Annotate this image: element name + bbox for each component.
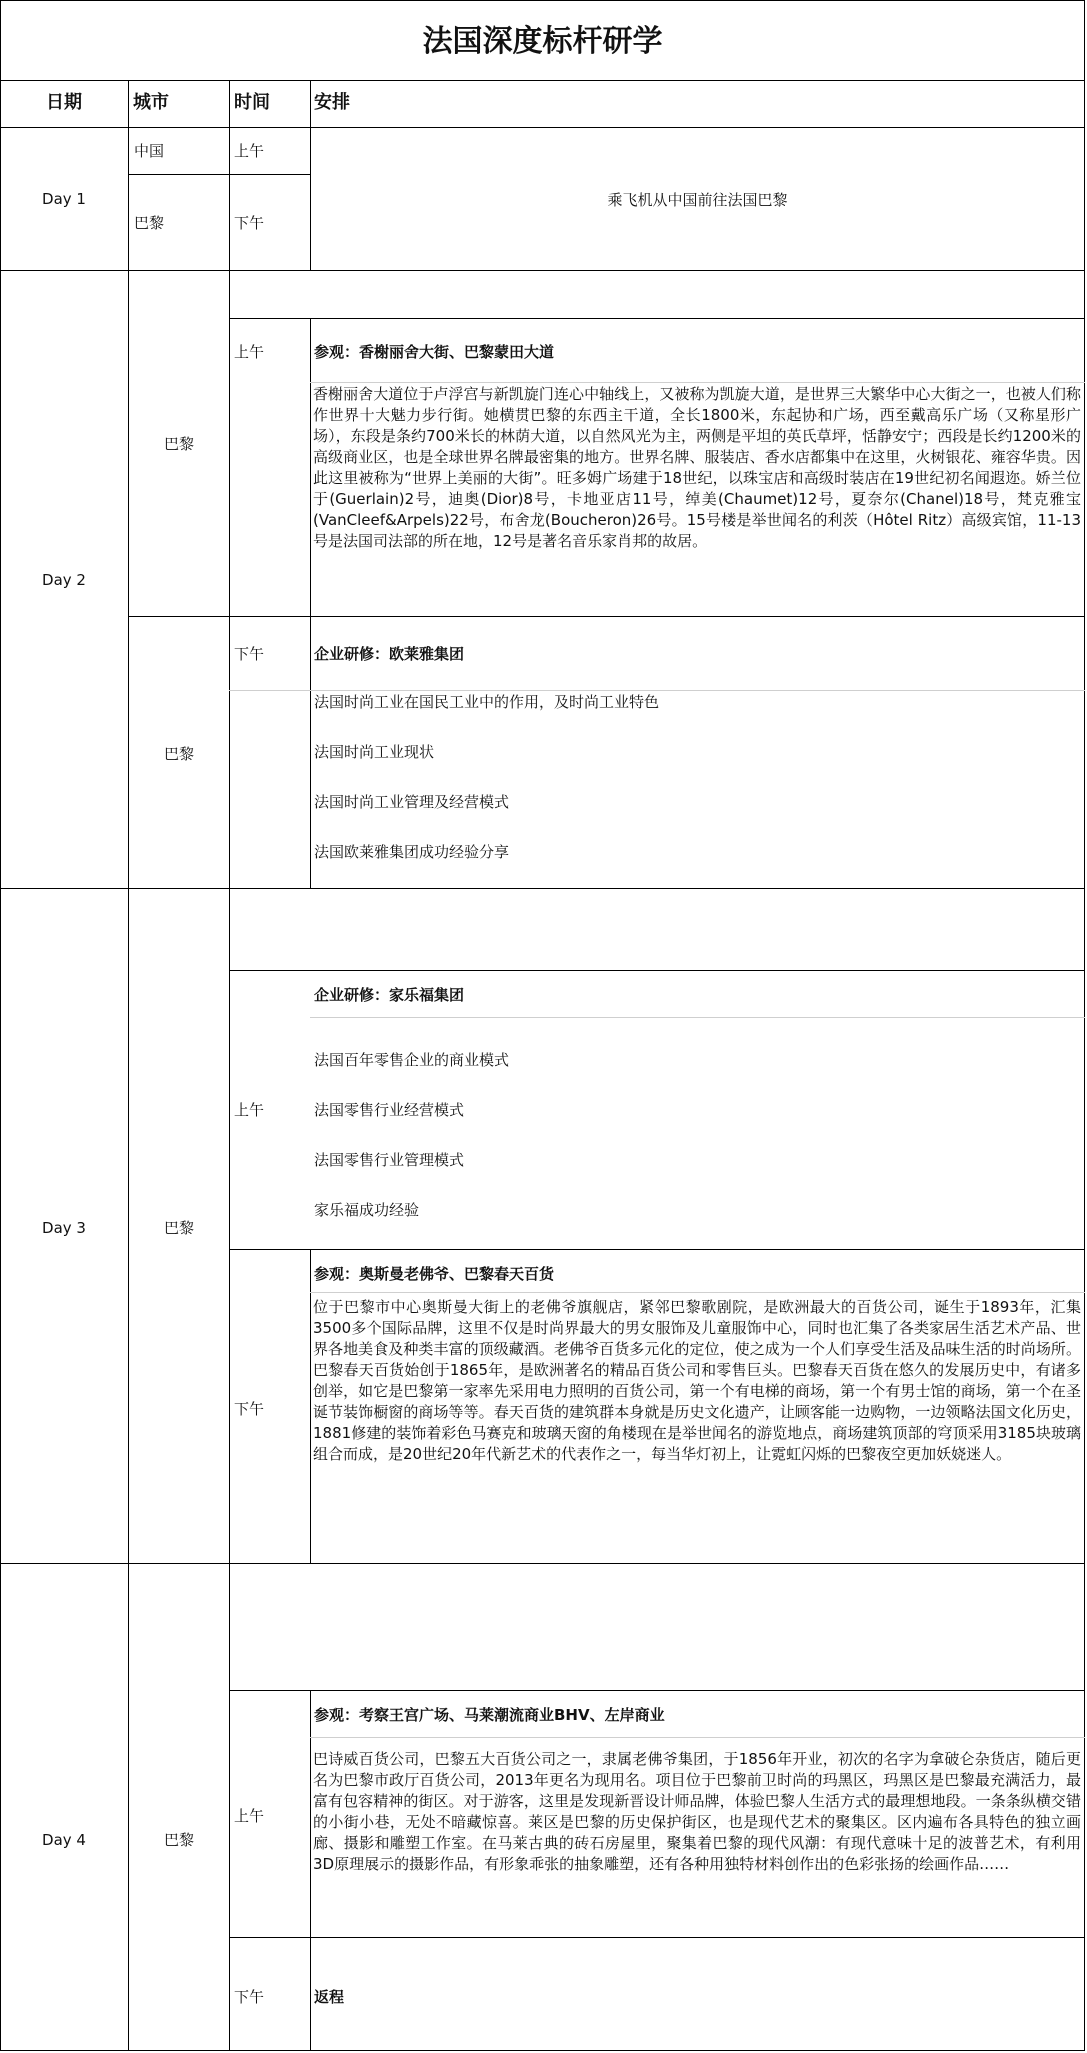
day2-line-b [310,382,1085,383]
col-line-3 [310,80,311,271]
day2-city-split [128,616,1085,617]
day3-am-title: 企业研修：家乐福集团 [314,986,465,1004]
day2-city-2: 巴黎 [163,745,194,763]
day1-plan: 乘飞机从中国前往法国巴黎 [607,191,788,209]
day3-am-item-4: 家乐福成功经验 [314,1201,420,1219]
day2-pm-title: 企业研修：欧莱雅集团 [314,645,465,663]
day2-date: Day 2 [42,571,86,589]
day2-pm-item-4: 法国欧莱雅集团成功经验分享 [314,843,510,861]
day2-line-a [229,318,1085,319]
day1-split [128,174,310,175]
col-line-3c [310,1249,311,1564]
line-day3-bottom [0,1563,1085,1564]
day3-line-b [310,1017,1085,1018]
day3-split [229,1249,1085,1250]
line-day2-bottom [0,888,1085,889]
border-top [0,0,1085,1]
col-line-3d [310,1690,311,2051]
day3-pm-desc: 位于巴黎市中心奥斯曼大街上的老佛爷旗舰店，紧邻巴黎歌剧院，是欧洲最大的百货公司，诞生于1893年，汇集3500多个国际品牌，这里不仅是时尚界最大的男女服饰及儿童服饰中心，同时也汇集了各类家居生活艺术产品、世界各地美食及种类丰富的顶级藏酒。老佛爷百货多元化的定位，使之成为一个人们享受生活及品味生活的时尚场所。巴黎春天百货始创于1865年，是欧洲著名的精品百货公司和零售巨头。巴黎春天百货在悠久的发展历史中，有诸多创举，如它是巴黎第一家率先采用电力照明的百货公司，第一个有电梯的商场，第一个有男士馆的商场，第一个在圣诞节装饰橱窗的商场等等。春天百货的建筑群本身就是历史文化遗产，让顾客能一边购物，一边领略法国文化历史，1881修建的装饰着彩色马赛克和玻璃天窗的角楼现在是举世闻名的游览地点，商场建筑顶部的穹顶采用3185块玻璃组合而成，是20世纪20年代新艺术的代表作之一，每当华灯初上，让霓虹闪烁的巴黎夜空更加妖娆迷人。 [313,1298,1081,1463]
day3-am-item-1: 法国百年零售企业的商业模式 [314,1051,510,1069]
col-line-3b [310,318,311,889]
day2-pm-item-1: 法国时尚工业在国民工业中的作用，及时尚工业特色 [314,693,660,711]
col-line-1 [128,80,129,2051]
day3-am-item-3: 法国零售行业管理模式 [314,1151,465,1169]
line-header-bottom [0,127,1085,128]
day1-time-am: 上午 [234,142,265,160]
header-city: 城市 [133,92,169,113]
day4-split [229,1937,1085,1938]
day4-time-pm: 下午 [234,1988,265,2006]
day2-city-1: 巴黎 [163,435,194,453]
day2-time-am: 上午 [234,343,265,361]
day4-line-b [310,1737,1085,1738]
border-left [0,0,1,2051]
header-time: 时间 [234,92,270,113]
day3-pm-title: 参观：奥斯曼老佛爷、巴黎春天百货 [314,1265,555,1283]
day2-am-desc: 香榭丽舍大道位于卢浮宫与新凯旋门连心中轴线上，又被称为凯旋大道，是世界三大繁华中心大街之一，也被人们称作世界十大魅力步行街。她横贯巴黎的东西主干道，全长1800米，东起协和广场，西至戴高乐广场（又称星形广场），东段是条约700米长的林荫大道，以自然风光为主，两侧是平坦的英氏草坪，恬静安宁；西段是长约1200米的高级商业区，也是全球世界名牌最密集的地方。世界名牌、服装店、香水店都集中在这里，火树银花、雍容华贵。因此这里被称为“世界上美丽的大街”。旺多姆广场建于18世纪，以珠宝店和高级时装店在19世纪初名闻遐迩。娇兰位于(Guerlain)2号，迪奥(Dior)8号，卡地亚店11号，绰美(Chaumet)12号，夏奈尔(Chanel)18号，梵克雅宝(VanCleef&Arpels)22号，布舍龙(Boucheron)26号。15号楼是举世闻名的利茨（Hôtel Ritz）高级宾馆，11-13号是法国司法部的所在地，12号是著名音乐家肖邦的故居。 [313,385,1081,550]
border-right [1084,0,1085,2051]
day3-date: Day 3 [42,1219,86,1237]
border-bottom [0,2050,1085,2051]
day1-date: Day 1 [42,190,86,208]
day2-pm-item-2: 法国时尚工业现状 [314,743,435,761]
day2-am-title: 参观：香榭丽舍大街、巴黎蒙田大道 [314,343,555,361]
day4-line-a [229,1690,1085,1691]
day3-am-item-2: 法国零售行业经营模式 [314,1101,465,1119]
day4-date: Day 4 [42,1831,86,1849]
header-plan: 安排 [314,92,350,113]
page-title: 法国深度标杆研学 [422,24,663,59]
day3-city: 巴黎 [163,1219,194,1237]
day3-time-pm: 下午 [234,1400,265,1418]
day4-am-title: 参观：考察王宫广场、马莱潮流商业BHV、左岸商业 [314,1706,665,1724]
day3-line-c [310,1292,1085,1293]
day1-city-pm: 巴黎 [134,214,165,232]
day1-time-pm: 下午 [234,214,265,232]
day4-am-desc: 巴诗威百货公司，巴黎五大百货公司之一，隶属老佛爷集团，于1856年开业，初次的名字为拿破仑杂货店，随后更名为巴黎市政厅百货公司，2013年更名为现用名。项目位于巴黎前卫时尚的玛黑区，玛黑区是巴黎最充满活力，最富有包容精神的街区。对于游客，这里是发现新晋设计师品牌，体验巴黎人生活方式的最理想地段。一条条纵横交错的小街小巷，无处不暗藏惊喜。莱区是巴黎的历史保护街区，也是现代艺术的聚集区。区内遍布各具特色的独立画廊、摄影和雕塑工作室。在马莱古典的砖石房屋里，聚集着巴黎的现代风潮：有现代意味十足的波普艺术，有利用3D原理展示的摄影作品，有形象乖张的抽象雕塑，还有各种用独特材料创作出的色彩张扬的绘画作品…… [313,1750,1081,1873]
day2-line-c [229,690,1085,691]
day3-time-am: 上午 [234,1101,265,1119]
day4-time-am: 上午 [234,1807,265,1825]
day3-line-a [229,970,1085,971]
line-title-bottom [0,80,1085,81]
day4-pm-title: 返程 [314,1988,345,2006]
day4-city: 巴黎 [163,1831,194,1849]
day1-city-am: 中国 [134,142,165,160]
day2-time-pm: 下午 [234,645,265,663]
header-date: 日期 [46,92,82,113]
col-line-2 [229,80,230,2051]
line-day1-bottom [0,270,1085,271]
day2-pm-item-3: 法国时尚工业管理及经营模式 [314,793,510,811]
